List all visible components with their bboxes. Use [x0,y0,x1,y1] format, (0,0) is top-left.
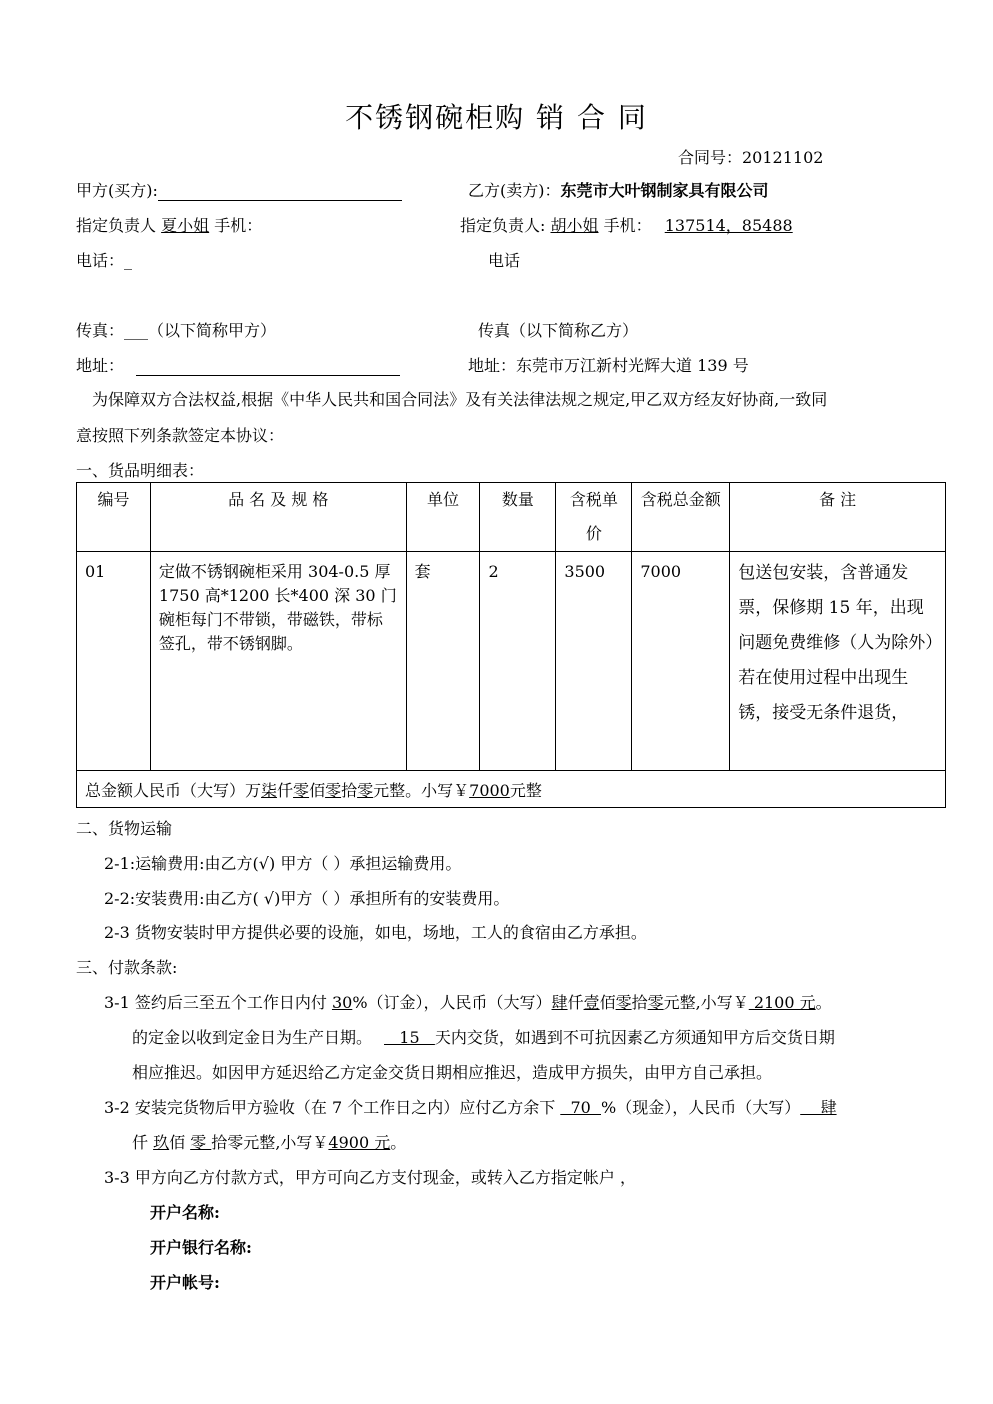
delivery-days: 15 [384,1028,435,1047]
table-header-row [77,483,946,552]
party-a-address [76,353,400,376]
party-a-mobile-label: 手机： [214,216,263,235]
amount-unit: 仟 [132,1133,154,1152]
amount-digit: 肆 [800,1098,837,1117]
amount-unit: 佰 [599,993,616,1012]
header-cell: 含税单价 [556,483,632,552]
page-title: 不锈钢碗柜购 销 合 同 [345,101,648,134]
total-unit: 仟 [277,780,294,800]
party-a-line [76,178,402,201]
amount-digit: 玖 [153,1133,170,1152]
bank-name-label: 开户银行名称: [150,1238,252,1257]
party-a-phone-value: _ [124,251,133,270]
amount-unit: 佰 [169,1133,191,1152]
amount-digit: 零 [615,993,632,1012]
total-prefix: 总金额人民币（大写）万 [85,780,262,800]
table-row [77,552,946,771]
header-cell: 品 名 及 规 格 [150,483,406,552]
header-cell: 编号 [77,483,151,552]
intro-line-1: 为保障双方合法权益,根据《中华人民共和国合同法》及有关法律法规之规定,甲乙双方经友好协商,一致同 [92,390,828,409]
deposit-amount: 2100 元 [748,993,816,1012]
total-digit: 柒 [261,780,278,800]
header-cell: 单位 [406,483,480,552]
amount-unit: 拾 [631,993,648,1012]
party-b-contact-name: 胡小姐 [550,216,599,235]
clause-3-2-line-1 [104,1095,837,1118]
total-unit: 拾 [341,780,358,800]
clause-text: 3-2 安装完货物后甲方验收（在 7 个工作日之内）应付乙方余下 [104,1098,561,1117]
party-b-address: 地址：东莞市万江新村光辉大道 139 号 [468,356,749,375]
amount-digit: 零 [647,993,664,1012]
header-cell: 备 注 [730,483,946,552]
clause-3-2-line-2 [132,1130,406,1153]
party-a-address-label: 地址： [76,356,125,375]
clause-text: 。 [815,993,832,1012]
amount-digit: 零 [190,1133,212,1152]
header-cell: 含税总金额 [632,483,730,552]
balance-percent: 70 [560,1098,601,1117]
clause-3-1-line-3: 相应推迟。如因甲方延迟给乙方定金交货日期相应推迟，造成甲方损失，由甲方自己承担。 [132,1063,773,1082]
amount-digit: 壹 [583,993,600,1012]
party-a-phone [76,248,132,271]
party-b-mobile-value: 137514，85488 [664,216,793,235]
section-3-heading: 三、付款条款: [76,958,178,977]
party-b-mobile-label: 手机： [603,216,652,235]
total-amount-cell [77,771,946,808]
table-total-row [77,771,946,808]
party-a-fax: 传真：___（以下简称甲方） [76,321,277,340]
account-number-label: 开户帐号: [150,1273,220,1292]
total-unit: 佰 [309,780,326,800]
clause-3-1-line-2 [132,1025,835,1048]
item-spec: 定做不锈钢碗柜采用 304-0.5 厚 1750 高*1200 长*400 深 30 门碗柜每门不带锁，带磁铁，带标签孔，带不锈钢脚。 [150,552,406,771]
contract-number: 合同号：20121102 [678,148,824,167]
party-b-line [468,178,769,201]
clause-3-3: 3-3 甲方向乙方付款方式，甲方可向乙方支付现金，或转入乙方指定帐户 ， [104,1168,636,1187]
item-total: 7000 [632,552,730,771]
party-b-fax: 传真（以下简称乙方） [478,321,639,340]
clause-text: 的定金以收到定金日为生产日期。 [132,1028,373,1047]
clause-text: ,小写￥ [275,1133,329,1152]
total-digit: 零 [357,780,374,800]
clause-2-2: 2-2:安装费用:由乙方( √)甲方（ ）承担所有的安装费用。 [104,889,510,908]
party-a-phone-label: 电话： [76,251,125,270]
total-suffix: 元整 [509,780,542,800]
item-qty: 2 [480,552,556,771]
section-1-heading: 一、货品明细表： [76,461,205,480]
item-price: 3500 [556,552,632,771]
party-a-blank [158,182,402,201]
balance-amount: 4900 元 [328,1133,391,1152]
amount-digit: 肆 [551,993,568,1012]
clause-2-3: 2-3 货物安装时甲方提供必要的设施，如电，场地，工人的食宿由乙方承担。 [104,923,647,942]
party-a-address-blank [136,357,400,376]
total-digit: 零 [293,780,310,800]
party-b-phone: 电话 [488,251,521,270]
item-number: 01 [77,552,151,771]
item-note: 包送包安装，含普通发票，保修期 15 年，出现问题免费维修（人为除外）若在使用过程中出现生锈，接受无条件退货， [730,552,946,771]
party-b-name: 东莞市大叶钢制家具有限公司 [560,181,769,200]
party-a-contact [76,213,262,236]
clause-text: 元整,小写￥ [663,993,749,1012]
total-digit: 零 [325,780,342,800]
goods-table [76,482,946,808]
header-cell: 数量 [480,483,556,552]
total-small-amount: 7000 [469,780,510,800]
party-b-label: 乙方(卖方)： [468,181,561,200]
party-b-contact-label: 指定负责人: [460,216,546,235]
clause-text: 3-1 签约后三至五个工作日内付 [104,993,332,1012]
amount-unit: 仟 [567,993,584,1012]
party-a-label: 甲方(买方): [76,181,158,200]
intro-line-2: 意按照下列条款签定本协议： [76,426,285,445]
party-a-contact-name: 夏小姐 [161,216,210,235]
total-unit: 元整。小写￥ [373,780,470,800]
clause-text: %（订金），人民币（大写） [352,993,552,1012]
item-unit: 套 [406,552,480,771]
account-name-label: 开户名称: [150,1203,220,1222]
section-2-heading: 二、货物运输 [76,819,173,838]
clause-text: 天内交货，如遇到不可抗因素乙方须通知甲方后交货日期 [434,1028,835,1047]
clause-text: %（现金），人民币（大写） [601,1098,801,1117]
clause-text: 。 [390,1133,407,1152]
clause-3-1-line-1 [104,990,832,1013]
amount-unit: 拾零元整 [211,1133,276,1152]
party-b-contact [460,213,801,236]
clause-2-1: 2-1:运输费用:由乙方(√) 甲方（ ）承担运输费用。 [104,854,462,873]
deposit-percent: 30 [331,993,353,1012]
party-a-contact-label: 指定负责人 [76,216,157,235]
